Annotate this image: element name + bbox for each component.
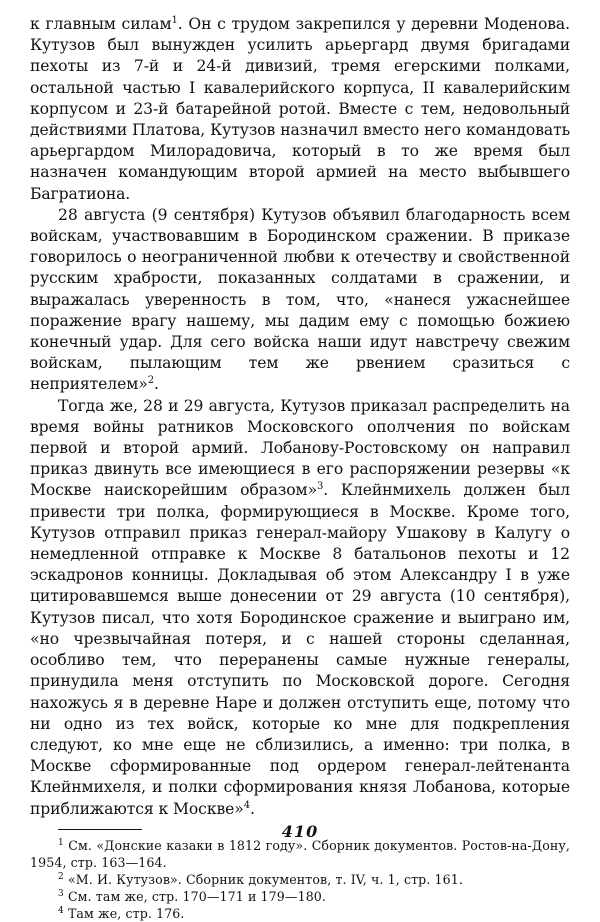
paragraph: Тогда же, 28 и 29 августа, Кутузов приказал распределить на время войны ратников Московского ополчения по войскам первой и второй армий. Лобанову-Ростовскому он направил приказ двинуть все имеющиеся в его распоряжении резервы «к Москве наискорейшим образом»$^3$. Клейнмихель должен был привести три полка, формирующиеся в Москве. Кроме того, Кутузов отправил приказ генерал-майору Ушакову в Калугу о немедленной отправке к Москве 8 батальонов пехоты и 12 эскадронов конницы. Докладывая об этом Александру I в уже цитировавшемся выше донесении от 29 августа (10 сентября), Кутузов писал, что хотя Бородинское сражение и выиграно им, «но чрезвычайная потеря, и с нашей стороны сделанная, особливо тем, что переранены самые нужные генералы, принудила меня отступить по Московской дороге. Сегодня нахожусь я в деревне Наре и должен отступить еще, потому что ни одно из тех войск, которые ко мне для подкрепления следуют, ко мне еще не сблизились, а именно: три полка, в Москве сформированные под ордером генерал-лейтенанта Клейнмихеля, и полки сформирования князя Лобанова, которые приближаются к Москве»$^4$. — [30, 396, 570, 818]
paragraph: к главным силам$^1$. Он с трудом закрепился у деревни Моденова. Кутузов был вынужден усилить арьергард двумя бригадами пехоты из 7-й и 24-й дивизий, тремя егерскими полками, остальной частью I кавалерийского корпуса, II кавалерийским корпусом и 23-й батарейной ротой. Вместе с тем, недовольный действиями Платова, Кутузов назначил вместо него командовать арьергардом Милорадовича, который в то же время был назначен командующим второй армией на место выбывшего Багратиона. — [30, 15, 570, 203]
paragraph: 28 августа (9 сентября) Кутузов объявил благодарность всем войскам, участвовавшим в Бородинском сражении. В приказе говорилось о неограниченной любви к отечеству и свойственной русским храбрости, показанных солдатами в сражении, и выражалась уверенность в том, что, «нанеся ужаснейшее поражение врагу нашему, мы дадим ему с помощью божиею конечный удар. Для сего войска наши идут навстречу свежим войскам, пылающим тем же рвением сразиться с неприятелем»$^2$. — [30, 205, 570, 394]
page-number: 410 — [281, 822, 319, 841]
footnote: $^1$ См. «Донские казаки в 1812 году». Сборник документов. Ростов-на-Дону, 1954, стр. 163—164. — [30, 837, 570, 870]
footnote: $^4$ Там же, стр. 176. — [58, 905, 185, 921]
body-text — [30, 14, 570, 820]
footnotes — [30, 837, 570, 922]
footnote-ref: 4 — [243, 799, 250, 811]
footnote-ref: 2 — [147, 375, 154, 387]
footnote: $^3$ См. там же, стр. 170—171 и 179—180. — [58, 888, 327, 904]
footnote-ref: 3 — [317, 481, 324, 493]
footnote-ref: 1 — [171, 15, 178, 26]
footnote: $^2$ «М. И. Кутузов». Сборник документов, т. IV, ч. 1, стр. 161. — [58, 871, 463, 887]
